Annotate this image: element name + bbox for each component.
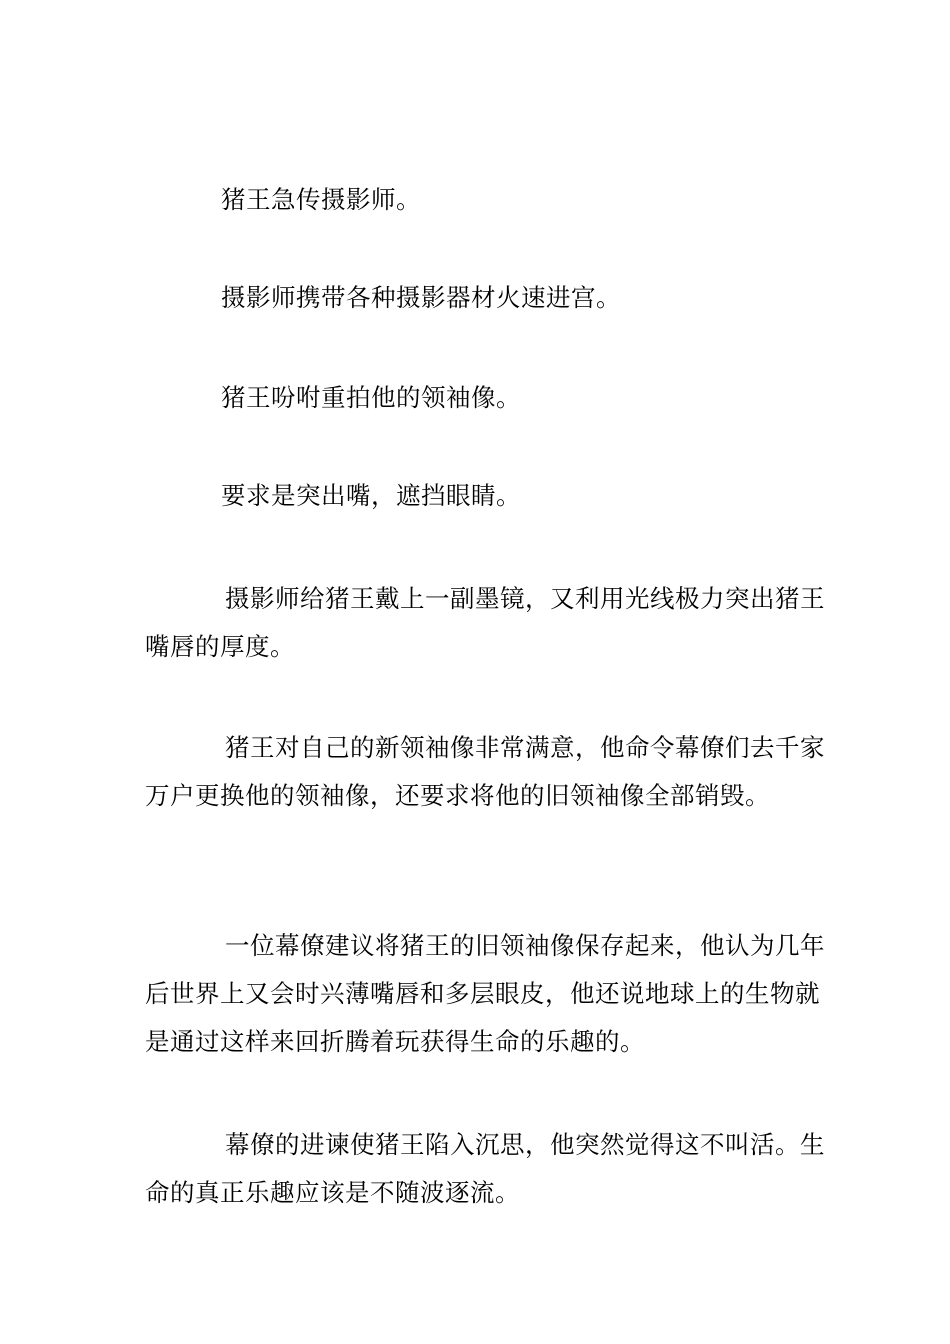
paragraph-1: 猪王急传摄影师。: [221, 185, 421, 214]
paragraph-5: 摄影师给猪王戴上一副墨镜，又利用光线极力突出猪王嘴唇的厚度。: [145, 584, 825, 661]
paragraph-3: 猪王吩咐重拍他的领袖像。: [221, 383, 521, 412]
paragraph-4: 要求是突出嘴，遮挡眼睛。: [221, 481, 521, 510]
paragraph-7: 一位幕僚建议将猪王的旧领袖像保存起来，他认为几年后世界上又会时兴薄嘴唇和多层眼皮，他还说地球上的生物就是通过这样来回折腾着玩获得生命的乐趣的。: [145, 931, 825, 1056]
paragraph-6: 猪王对自己的新领袖像非常满意，他命令幕僚们去千家万户更换他的领袖像，还要求将他的旧领袖像全部销毁。: [145, 733, 825, 810]
paragraph-8: 幕僚的进谏使猪王陷入沉思，他突然觉得这不叫活。生命的真正乐趣应该是不随波逐流。: [145, 1130, 825, 1207]
paragraph-2: 摄影师携带各种摄影器材火速进宫。: [221, 283, 621, 312]
